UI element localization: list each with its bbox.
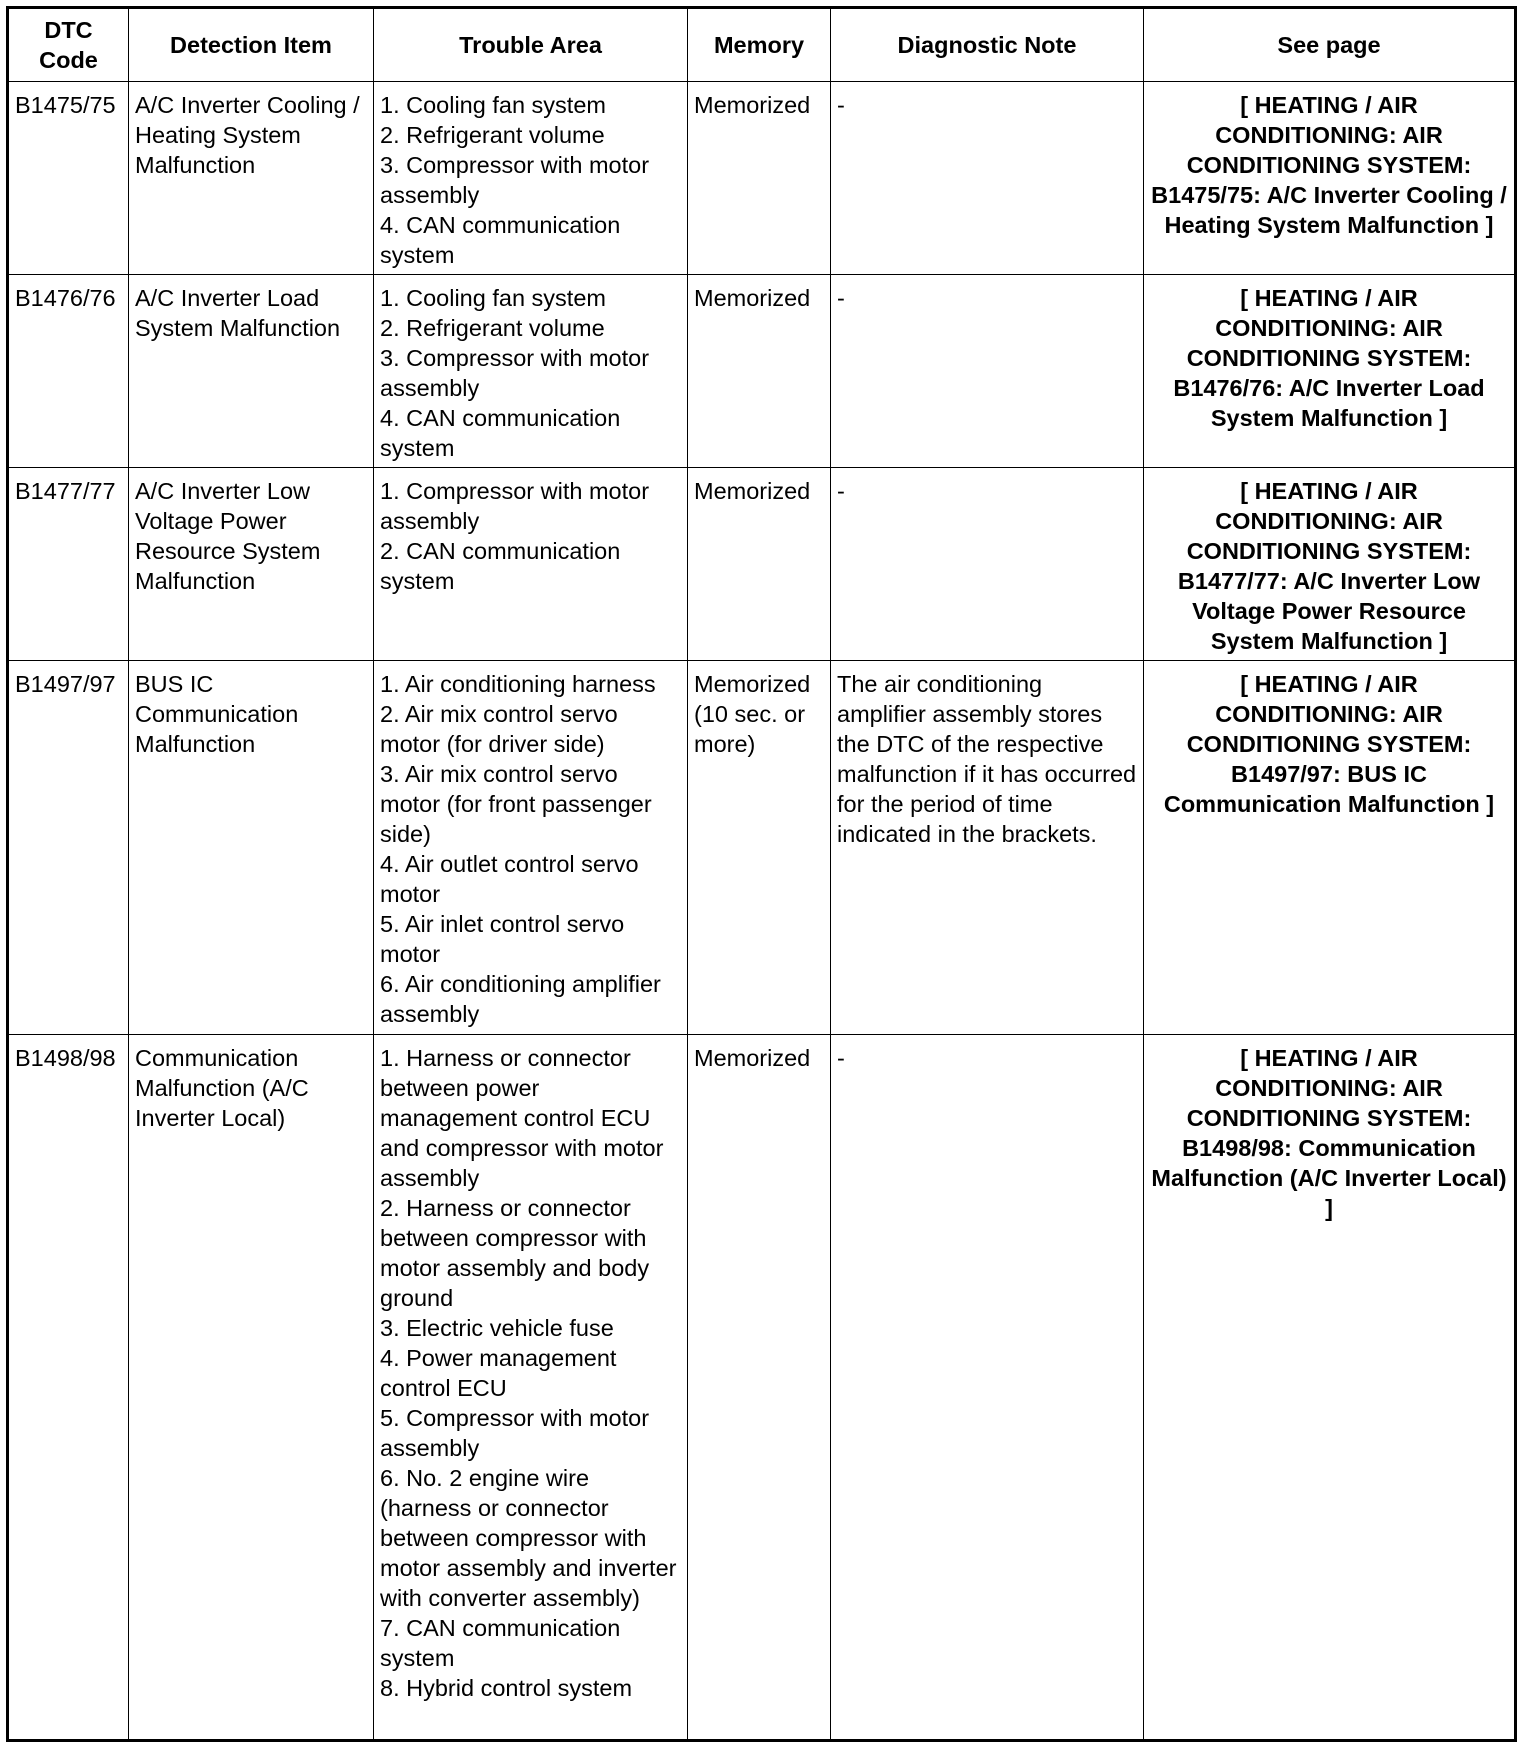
trouble-area-item: 3. Compressor with motor assembly (380, 345, 650, 401)
header-detection-item: Detection Item (129, 8, 374, 82)
trouble-area-item: 4. CAN communication system (380, 405, 621, 461)
trouble-area-item: 6. Air conditioning amplifier assembly (380, 971, 661, 1027)
memory-cell: Memorized (688, 468, 831, 661)
table-row (8, 661, 1516, 1035)
trouble-area-item: 1. Air conditioning harness (380, 671, 656, 697)
table-row (8, 468, 1516, 661)
trouble-area-item: 4. Power management control ECU (380, 1345, 617, 1401)
table-row (8, 275, 1516, 468)
trouble-area-item: 1. Cooling fan system (380, 285, 606, 311)
see-page-link[interactable]: [ HEATING / AIR CONDITIONING: AIR CONDITIONING SYSTEM: B1475/75: A/C Inverter Cooling / Heating System Malfunction ] (1144, 82, 1516, 275)
trouble-area-item: 3. Compressor with motor assembly (380, 152, 650, 208)
trouble-area-item: 1. Compressor with motor assembly (380, 478, 650, 534)
trouble-area-item: 8. Hybrid control system (380, 1675, 633, 1701)
trouble-area-item: 2. Harness or connector between compressor with motor assembly and body ground (380, 1195, 650, 1311)
trouble-area-item: 5. Compressor with motor assembly (380, 1405, 650, 1461)
diagnostic-note-cell: - (831, 468, 1144, 661)
header-trouble-area: Trouble Area (374, 8, 688, 82)
memory-cell: Memorized (688, 275, 831, 468)
header-dtc-code-line-2: Code (39, 47, 98, 73)
detection-item-cell: A/C Inverter Load System Malfunction (129, 275, 374, 468)
header-see-page: See page (1144, 8, 1516, 82)
header-diagnostic-note: Diagnostic Note (831, 8, 1144, 82)
trouble-area-item: 7. CAN communication system (380, 1615, 621, 1671)
trouble-area-item: 1. Cooling fan system (380, 92, 606, 118)
trouble-area-cell (374, 275, 688, 468)
see-page-link[interactable]: [ HEATING / AIR CONDITIONING: AIR CONDITIONING SYSTEM: B1497/97: BUS IC Communication Malfunction ] (1144, 661, 1516, 1035)
table-row (8, 1035, 1516, 1741)
dtc-code-cell: B1497/97 (8, 661, 129, 1035)
header-dtc-code-line-1: DTC (44, 17, 93, 43)
diagnostic-note-cell: - (831, 82, 1144, 275)
trouble-area-item: 4. CAN communication system (380, 212, 621, 268)
detection-item-cell: A/C Inverter Low Voltage Power Resource System Malfunction (129, 468, 374, 661)
trouble-area-item: 1. Harness or connector between power management control ECU and compressor with motor assembly (380, 1045, 664, 1191)
trouble-area-cell (374, 468, 688, 661)
see-page-link[interactable]: [ HEATING / AIR CONDITIONING: AIR CONDITIONING SYSTEM: B1476/76: A/C Inverter Load System Malfunction ] (1144, 275, 1516, 468)
dtc-code-cell: B1498/98 (8, 1035, 129, 1741)
table-row (8, 82, 1516, 275)
diagnostic-note-cell: - (831, 275, 1144, 468)
trouble-area-item: 6. No. 2 engine wire (harness or connector between compressor with motor assembly and inverter with converter assembly) (380, 1465, 677, 1611)
dtc-code-cell: B1476/76 (8, 275, 129, 468)
header-dtc-code (8, 8, 129, 82)
trouble-area-item: 2. Refrigerant volume (380, 315, 605, 341)
trouble-area-item: 5. Air inlet control servo motor (380, 911, 625, 967)
trouble-area-item: 2. CAN communication system (380, 538, 621, 594)
trouble-area-item: 2. Refrigerant volume (380, 122, 605, 148)
detection-item-cell: A/C Inverter Cooling / Heating System Malfunction (129, 82, 374, 275)
trouble-area-cell (374, 82, 688, 275)
dtc-code-cell: B1477/77 (8, 468, 129, 661)
trouble-area-cell (374, 1035, 688, 1741)
diagnostic-note-cell: - (831, 1035, 1144, 1741)
trouble-area-item: 3. Air mix control servo motor (for front passenger side) (380, 761, 652, 847)
dtc-code-cell: B1475/75 (8, 82, 129, 275)
see-page-link[interactable]: [ HEATING / AIR CONDITIONING: AIR CONDITIONING SYSTEM: B1477/77: A/C Inverter Low Voltage Power Resource System Malfunction ] (1144, 468, 1516, 661)
dtc-table (6, 6, 1517, 1742)
trouble-area-item: 2. Air mix control servo motor (for driver side) (380, 701, 618, 757)
detection-item-cell: BUS IC Communication Malfunction (129, 661, 374, 1035)
trouble-area-item: 3. Electric vehicle fuse (380, 1315, 614, 1341)
header-row (8, 8, 1516, 82)
diagnostic-note-cell: The air conditioning amplifier assembly stores the DTC of the respective malfunction if it has occurred for the period of time indicated in the brackets. (831, 661, 1144, 1035)
trouble-area-item: 4. Air outlet control servo motor (380, 851, 639, 907)
trouble-area-cell (374, 661, 688, 1035)
memory-cell: Memorized (688, 82, 831, 275)
table-header (8, 8, 1516, 82)
table-body (8, 82, 1516, 1741)
detection-item-cell: Communication Malfunction (A/C Inverter Local) (129, 1035, 374, 1741)
see-page-link[interactable]: [ HEATING / AIR CONDITIONING: AIR CONDITIONING SYSTEM: B1498/98: Communication Malfunction (A/C Inverter Local) ] (1144, 1035, 1516, 1741)
memory-cell: Memorized (688, 1035, 831, 1741)
header-memory: Memory (688, 8, 831, 82)
memory-cell: Memorized (10 sec. or more) (688, 661, 831, 1035)
